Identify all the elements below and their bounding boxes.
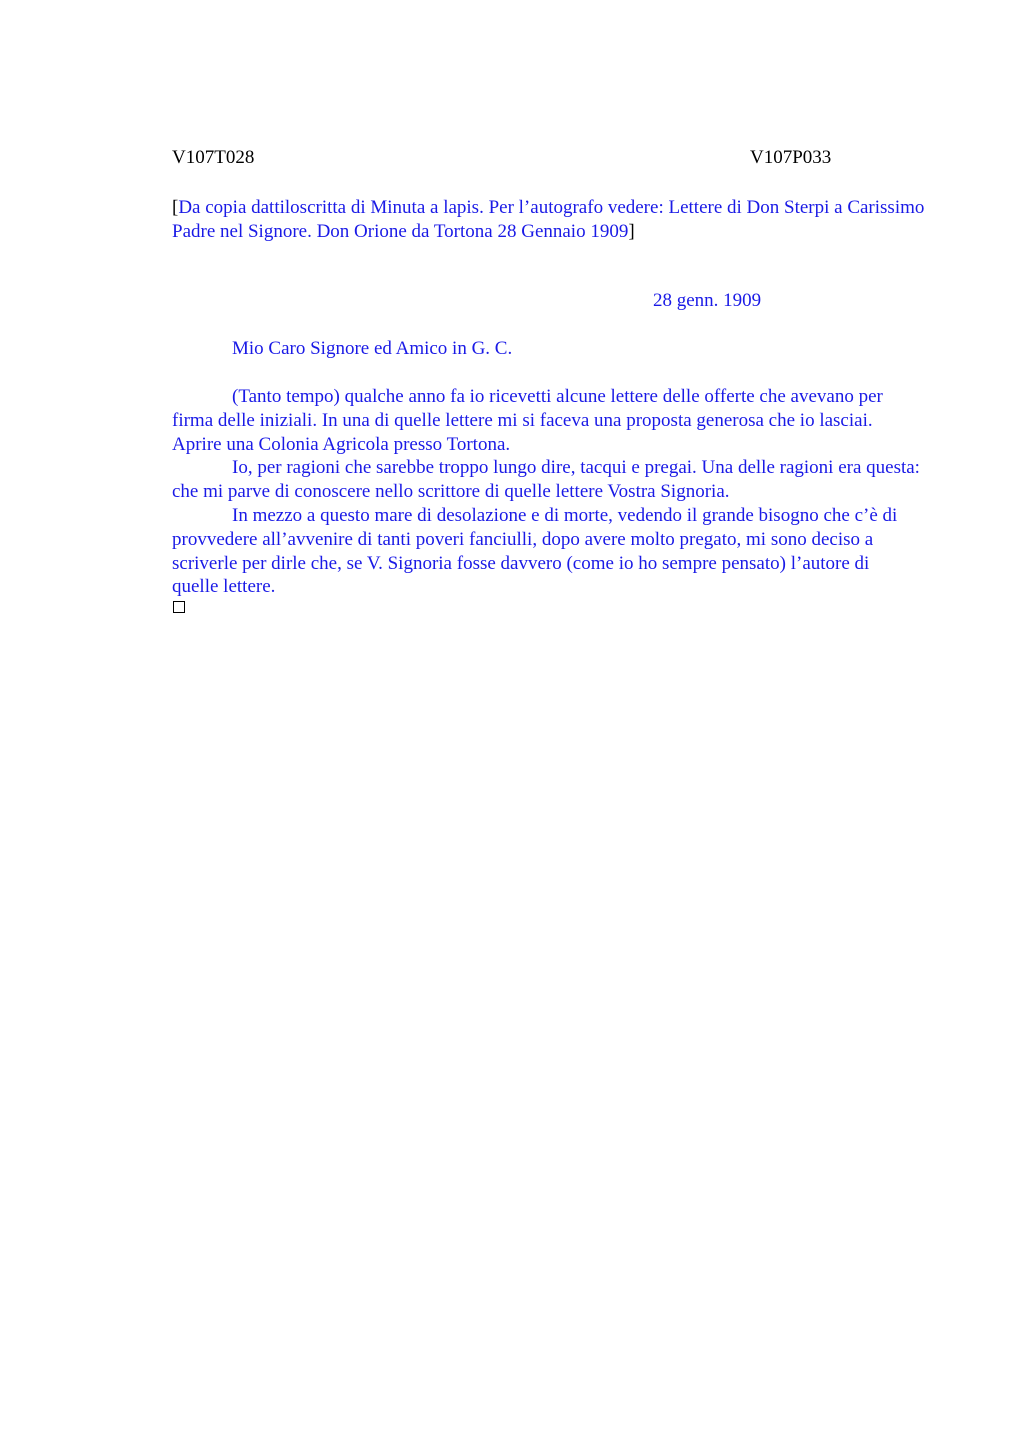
- note-text: Da copia dattiloscritta di Minuta a lapis. Per l’autografo vedere: Lettere di Don Sterpi a Carissimo Padre nel Signore. Don Orione da Tortona 28 Gennaio 1909: [172, 197, 925, 242]
- letter-paragraph: In mezzo a questo mare di desolazione e di morte, vedendo il grande bisogno che c’è di provvedere all’avvenire di tanti poveri fanciulli, dopo avere molto pregato, mi sono deciso a scriverle per dirle che, se V. Signoria fosse davvero (come io ho sempre pensato) l’autore di quelle lettere.: [172, 504, 898, 598]
- letter-paragraph: (Tanto tempo) qualche anno fa io ricevetti alcune lettere delle offerte che avevano per firma delle iniziali. In una di quelle lettere mi si faceva una proposta generosa che io lasciai. Aprire una Colonia Agricola presso Tortona.: [172, 386, 883, 455]
- letter-body: [172, 385, 920, 599]
- letter-date: 28 genn. 1909: [653, 290, 762, 311]
- note-open-bracket: [: [172, 197, 179, 218]
- document-code-left: V107T028: [172, 147, 255, 168]
- letter-paragraph: Io, per ragioni che sarebbe troppo lungo dire, tacqui e pregai. Una delle ragioni era questa: che mi parve di conoscere nello scrittore di quelle lettere Vostra Signoria.: [172, 457, 920, 503]
- document-code-right: V107P033: [750, 147, 832, 168]
- letter-salutation: Mio Caro Signore ed Amico in G. C.: [232, 338, 513, 359]
- empty-square-icon: [173, 601, 185, 613]
- source-note: [172, 196, 932, 243]
- note-close-bracket: ]: [628, 220, 635, 242]
